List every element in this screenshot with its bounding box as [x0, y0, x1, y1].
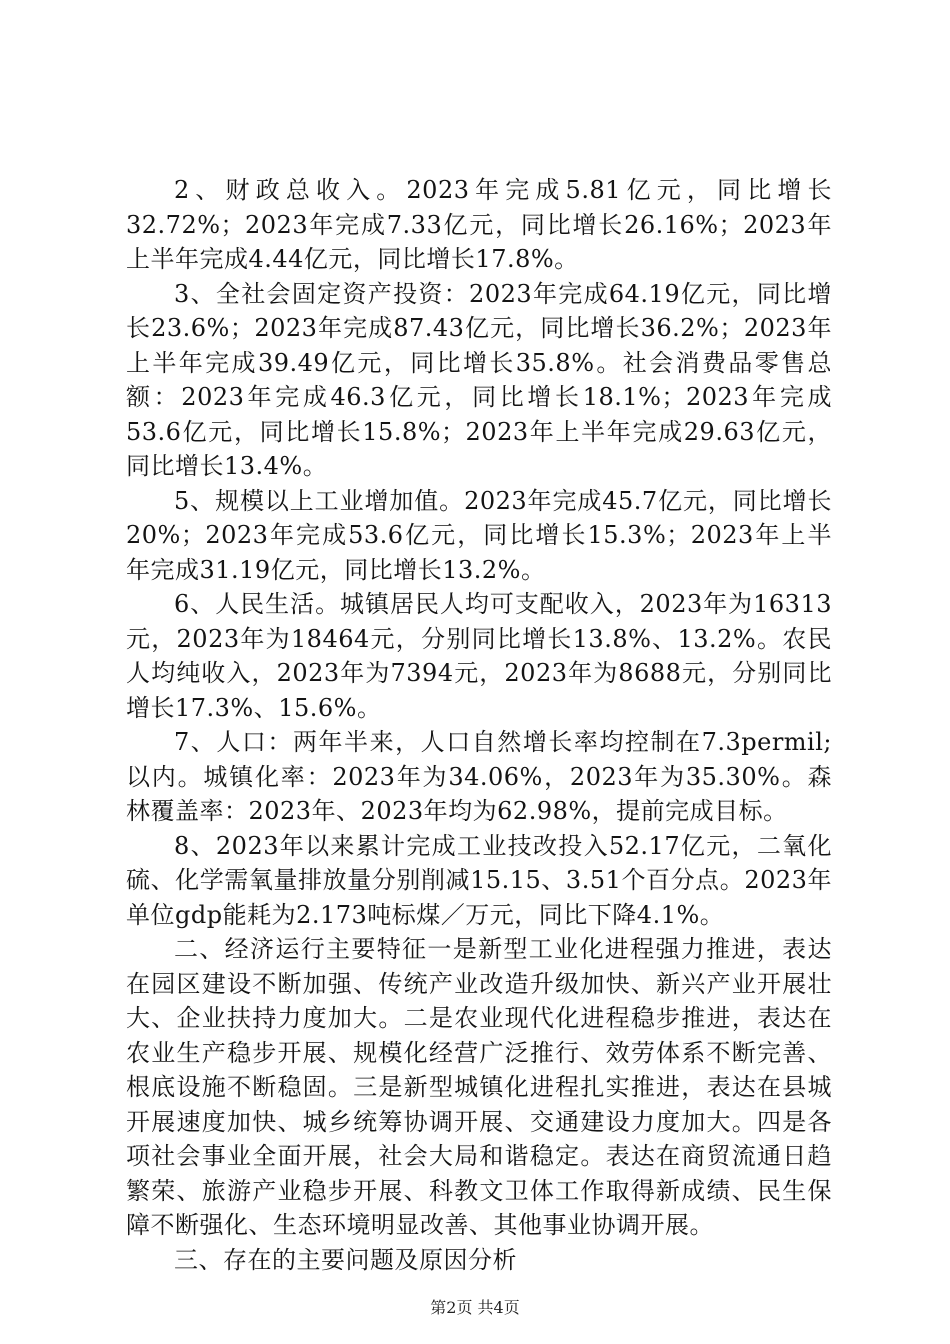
section-heading-problems: 三、存在的主要问题及原因分析 [174, 1245, 517, 1274]
document-body [126, 173, 832, 1277]
paragraph-fiscal-revenue: 2、财政总收入。2023年完成5.81亿元，同比增长32.72%；2023年完成7.33亿元，同比增长26.16%；2023年上半年完成4.44亿元，同比增长17.8%。 [126, 176, 832, 273]
paragraph-fixed-asset-investment: 3、全社会固定资产投资：2023年完成64.19亿元，同比增长23.6%；2023年完成87.43亿元，同比增长36.2%；2023年上半年完成39.49亿元，同比增长35.8%。社会消费品零售总额：2023年完成46.3亿元，同比增长18.1%；2023年完成53.6亿元，同比增长15.8%；2023年上半年完成29.63亿元，同比增长13.4%。 [126, 279, 832, 480]
paragraph-industrial-upgrade: 8、2023年以来累计完成工业技改投入52.17亿元，二氧化硫、化学需氧量排放量分别削减15.15、3.51个百分点。2023年单位gdp能耗为2.173吨标煤／万元，同比下降4.1%。 [126, 831, 832, 929]
paragraph-living-standards: 6、人民生活。城镇居民人均可支配收入，2023年为16313元，2023年为18464元，分别同比增长13.8%、13.2%。农民人均纯收入，2023年为7394元，2023年为8688元，分别同比增长17.3%、15.6%。 [126, 590, 832, 722]
paragraph-industrial-value-added: 5、规模以上工业增加值。2023年完成45.7亿元，同比增长20%；2023年完成53.6亿元，同比增长15.3%；2023年上半年完成31.19亿元，同比增长13.2%。 [126, 486, 832, 584]
paragraph-economic-features: 二、经济运行主要特征一是新型工业化进程强力推进，表达在园区建设不断加强、传统产业改造升级加快、新兴产业开展壮大、企业扶持力度加大。二是农业现代化进程稳步推进，表达在农业生产稳步开展、规模化经营广泛推行、效劳体系不断完善、根底设施不断稳固。三是新型城镇化进程扎实推进，表达在县城开展速度加快、城乡统筹协调开展、交通建设力度加大。四是各项社会事业全面开展，社会大局和谐稳定。表达在商贸流通日趋繁荣、旅游产业稳步开展、科教文卫体工作取得新成绩、民生保障不断强化、生态环境明显改善、其他事业协调开展。 [126, 935, 832, 1239]
paragraph-population: 7、人口：两年半来，人口自然增长率均控制在7.3permil;以内。城镇化率：2023年为34.06%，2023年为35.30%。森林覆盖率：2023年、2023年均为62.98%，提前完成目标。 [126, 728, 832, 825]
page-number-footer: 第2页 共4页 [430, 1298, 520, 1317]
